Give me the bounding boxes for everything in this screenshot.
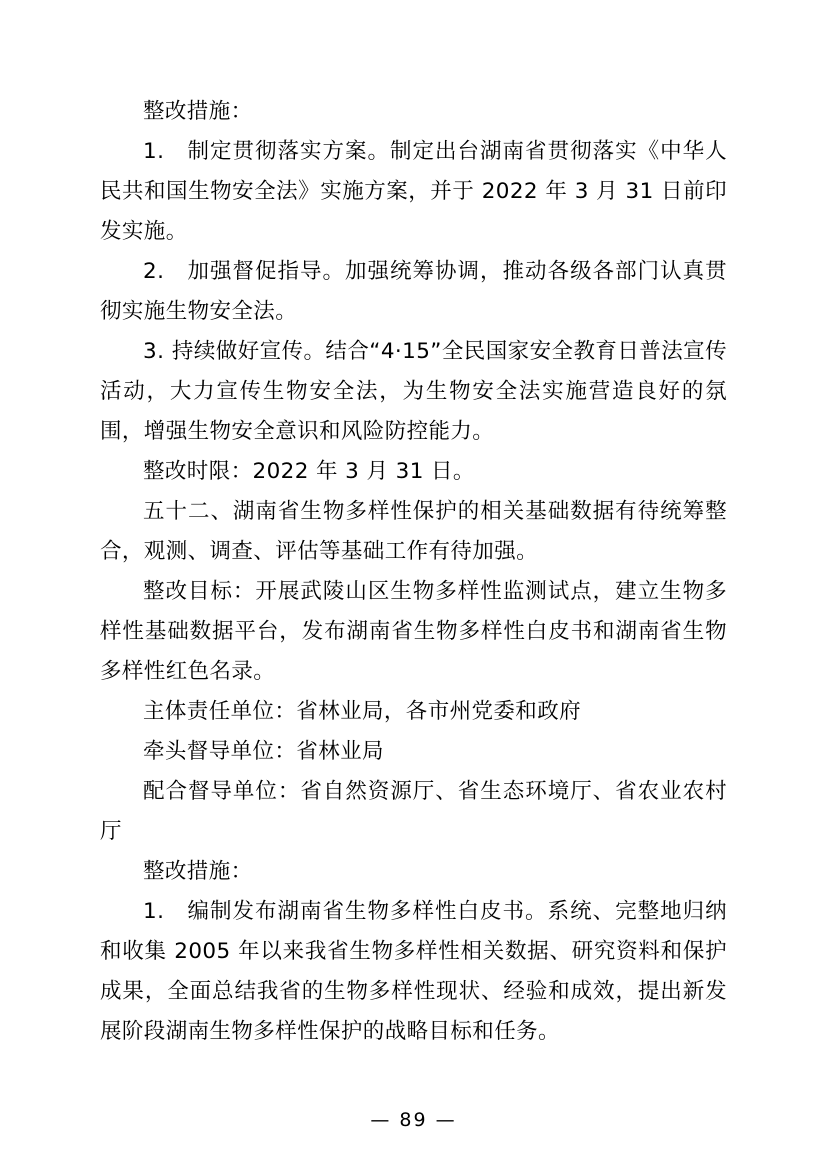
- item-text: 编制发布湖南省生物多样性白皮书。系统、完整地归纳和收集 2005 年以来我省生物多样性相关数据、研究资料和保护成果，全面总结我省的生物多样性现状、经验和成效，提出新发展阶段湖南生物多样性保护的战略目标和任务。: [100, 899, 727, 1044]
- paragraph-responsible-unit: 主体责任单位：省林业局，各市州党委和政府: [143, 699, 582, 724]
- paragraph-supporting-supervising-units: 配合督导单位：省自然资源厅、省生态环境厅、省农业农村厅: [100, 779, 727, 844]
- item-text: 制定贯彻落实方案。制定出台湖南省贯彻落实《中华人民共和国生物安全法》实施方案，并于 2022 年 3 月 31 日前印发实施。: [100, 139, 727, 244]
- document-body: [100, 92, 727, 1052]
- paragraph-heading-measures-1: 整改措施：: [143, 99, 253, 124]
- item-text: 加强督促指导。加强统筹协调，推动各级各部门认真贯彻实施生物安全法。: [100, 259, 727, 324]
- paragraph-heading-measures-2: 整改措施：: [143, 859, 253, 884]
- item-number: 2.: [143, 259, 165, 284]
- paragraph-issue-52: 五十二、湖南省生物多样性保护的相关基础数据有待统筹整合，观测、调查、评估等基础工作有待加强。: [100, 499, 727, 564]
- paragraph-item-1: [100, 132, 727, 252]
- paragraph-deadline: 整改时限：2022 年 3 月 31 日。: [143, 459, 475, 484]
- page-number: — 89 —: [370, 1109, 457, 1131]
- paragraph-item-3: [100, 332, 727, 452]
- paragraph-lead-supervising-unit: 牵头督导单位：省林业局: [143, 739, 384, 764]
- item-number: 1.: [143, 139, 165, 164]
- item-number: 3.: [143, 339, 165, 364]
- paragraph-item-1b: [100, 892, 727, 1052]
- paragraph-goal: 整改目标：开展武陵山区生物多样性监测试点，建立生物多样性基础数据平台，发布湖南省生物多样性白皮书和湖南省生物多样性红色名录。: [100, 579, 727, 684]
- item-number: 1.: [143, 899, 165, 924]
- paragraph-item-2: [100, 252, 727, 332]
- item-text: 持续做好宣传。结合“4·15”全民国家安全教育日普法宣传活动，大力宣传生物安全法，为生物安全法实施营造良好的氛围，增强生物安全意识和风险防控能力。: [100, 339, 727, 444]
